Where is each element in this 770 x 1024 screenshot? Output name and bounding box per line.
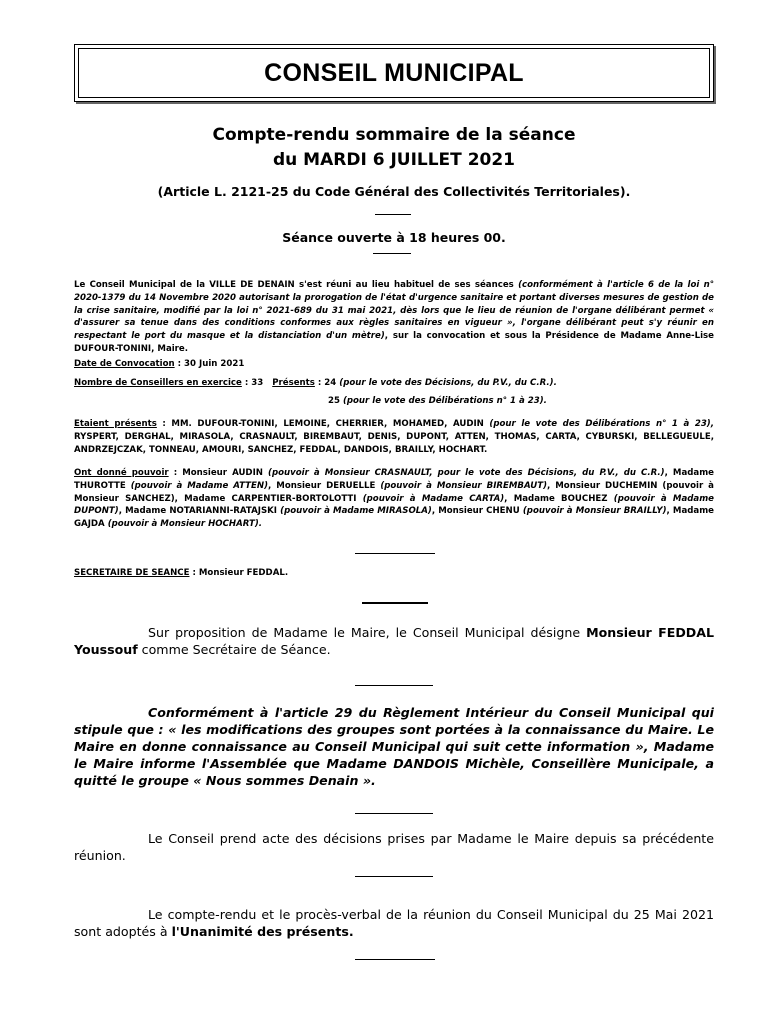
pouvoir-label: Ont donné pouvoir (74, 468, 169, 478)
pouvoir-segment: , Madame NOTARIANNI-RATAJSKI (118, 506, 281, 517)
pouvoir-segment: , Monsieur DERUELLE (268, 480, 381, 491)
pouvoir-segment: , Madame THUROTTE (74, 468, 715, 491)
decisions-paragraph: Le Conseil prend acte des décisions prises par Madame le Maire depuis sa précédente réunion. (74, 831, 714, 863)
etaient-presents (74, 418, 714, 456)
pouvoir-segment: (pouvoir à Madame DUPONT) (74, 493, 714, 517)
etaient-names: : MM. DUFOUR-TONINI, LEMOINE, CHERRIER, MOHAMED, AUDIN (156, 419, 490, 429)
conseillers-line (74, 377, 714, 390)
divider (373, 253, 411, 254)
divider (375, 214, 411, 215)
pouvoir-segment: (pouvoir à Monsieur BRAILLY) (522, 506, 667, 517)
convocation-value: : 30 Juin 2021 (174, 359, 245, 369)
divider (355, 876, 433, 877)
intro-text: Le Conseil Municipal de la VILLE DE DENAIN s'est réuni au lieu habituel de ses séances (74, 280, 514, 290)
pouvoir-segment: (pouvoir à Monsieur CRASNAULT, pour le vote des Décisions, du P.V., du C.R.) (268, 468, 665, 478)
pouvoir-segment: , Madame BOUCHEZ (504, 493, 614, 504)
convocation-label: Date de Convocation (74, 359, 175, 369)
conseillers-label: Nombre de Conseillers en exercice (74, 378, 242, 388)
pouvoir-segment: , Monsieur CHENU (431, 506, 523, 517)
compte-rendu-text: Le compte-rendu et le procès-verbal de la réunion du Conseil Municipal du 25 Mai 2021 sont adoptés à (74, 907, 714, 939)
subtitle-line-2: du MARDI 6 JUILLET 2021 (272, 150, 516, 170)
divider (355, 685, 433, 686)
intro-paragraph (74, 279, 714, 356)
article29-paragraph: Conformément à l'article 29 du Règlement Intérieur du Conseil Municipal qui stipule que : « les modifications des groupes sont portées à la connaissance du Maire. Le Maire en donne connaissance au Conseil Municipal qui suit cette information », Madame le Maire informe l'Assemblée que Madame DANDOIS Michèle, Conseillère Municipale, a quitté le groupe « Nous sommes Denain ». (74, 705, 714, 788)
compte-rendu-paragraph (74, 906, 714, 940)
secretaire-paragraph (74, 624, 714, 658)
pouvoirs-paragraph (74, 467, 714, 531)
secretaire-name: Monsieur FEDDAL Youssouf (74, 625, 714, 657)
title-frame-inner (78, 48, 710, 98)
secretaire-text: Sur proposition de Madame le Maire, le Conseil Municipal désigne (148, 625, 587, 640)
presents-value: : 24 (314, 378, 340, 388)
divider (362, 602, 428, 604)
seance-opening: Séance ouverte à 18 heures 00. (282, 230, 506, 245)
title-frame (74, 44, 714, 102)
presents-value-2: 25 (328, 396, 343, 406)
conseillers-value: : 33 (241, 378, 264, 388)
etaient-note: (pour le vote des Délibérations n° 1 à 23), (489, 419, 714, 429)
divider (355, 813, 433, 814)
secretaire-text-end: comme Secrétaire de Séance. (137, 642, 331, 657)
presents-line-2 (328, 395, 708, 408)
pouvoir-segment: , Monsieur DUCHEMIN (pouvoir à Monsieur SANCHEZ), Madame CARPENTIER-BORTOLOTTI (74, 480, 714, 504)
secretaire-value: : Monsieur FEDDAL. (189, 568, 289, 578)
divider (355, 553, 435, 554)
secretaire-line (74, 567, 714, 580)
presents-label: Présents (272, 378, 315, 388)
pouvoir-segment: (pouvoir à Monsieur BIREMBAUT) (380, 480, 548, 491)
pouvoir-segment: (pouvoir à Monsieur HOCHART). (107, 519, 263, 530)
intro-end: , sur la convocation et sous la Présidence de Madame Anne-Lise DUFOUR-TONINI, Maire. (74, 331, 714, 354)
page-title: CONSEIL MUNICIPAL (264, 58, 524, 87)
pouvoir-segment: (pouvoir à Madame CARTA) (362, 493, 505, 504)
unanimite-text: l'Unanimité des présents. (171, 924, 354, 939)
article-reference: (Article L. 2121-25 du Code Général des Collectivités Territoriales). (157, 184, 631, 199)
pouvoir-segment: (pouvoir à Madame ATTEN) (130, 480, 269, 491)
secretaire-label: SECRETAIRE DE SEANCE (74, 568, 190, 578)
pouvoir-segment: , Madame GAJDA (74, 506, 714, 530)
presents-note-2: (pour le vote des Délibérations n° 1 à 23). (342, 396, 547, 406)
presents-note: (pour le vote des Décisions, du P.V., du C.R.). (339, 378, 557, 388)
divider (355, 959, 435, 960)
subtitle-line-1: Compte-rendu sommaire de la séance (212, 125, 576, 145)
pouvoir-segment: : Monsieur AUDIN (168, 468, 269, 478)
subtitle-block (74, 123, 714, 173)
convocation-line (74, 358, 714, 371)
etaient-label: Etaient présents (74, 419, 157, 429)
etaient-rest: RYSPERT, DERGHAL, MIRASOLA, CRASNAULT, BIREMBAUT, DENIS, DUPONT, ATTEN, THOMAS, CARTA, CYBURSKI, BELLEGUEULE, ANDRZEJCZAK, TONNEAU, AMOURI, SANCHEZ, FEDDAL, DANDOIS, BRAILLY, HOCHART. (74, 431, 714, 455)
intro-legal-note: (conformément à l'article 6 de la loi n° 2020-1379 du 14 Novembre 2020 autorisant la prorogation de l'état d'urgence sanitaire et portant diverses mesures de gestion de la crise sanitaire, modifié par la loi n° 2021-689 du 31 mai 2021, dès lors que le lieu de réunion de l'organe délibérant permet « d'assurer sa tenue dans des conditions conformes aux règles sanitaires en vigueur », l'organe délibérant peut s'y réunir en respectant le port du masque et la distanciation d'un mètre) (74, 280, 715, 342)
pouvoir-segment: (pouvoir à Madame MIRASOLA) (280, 506, 432, 517)
